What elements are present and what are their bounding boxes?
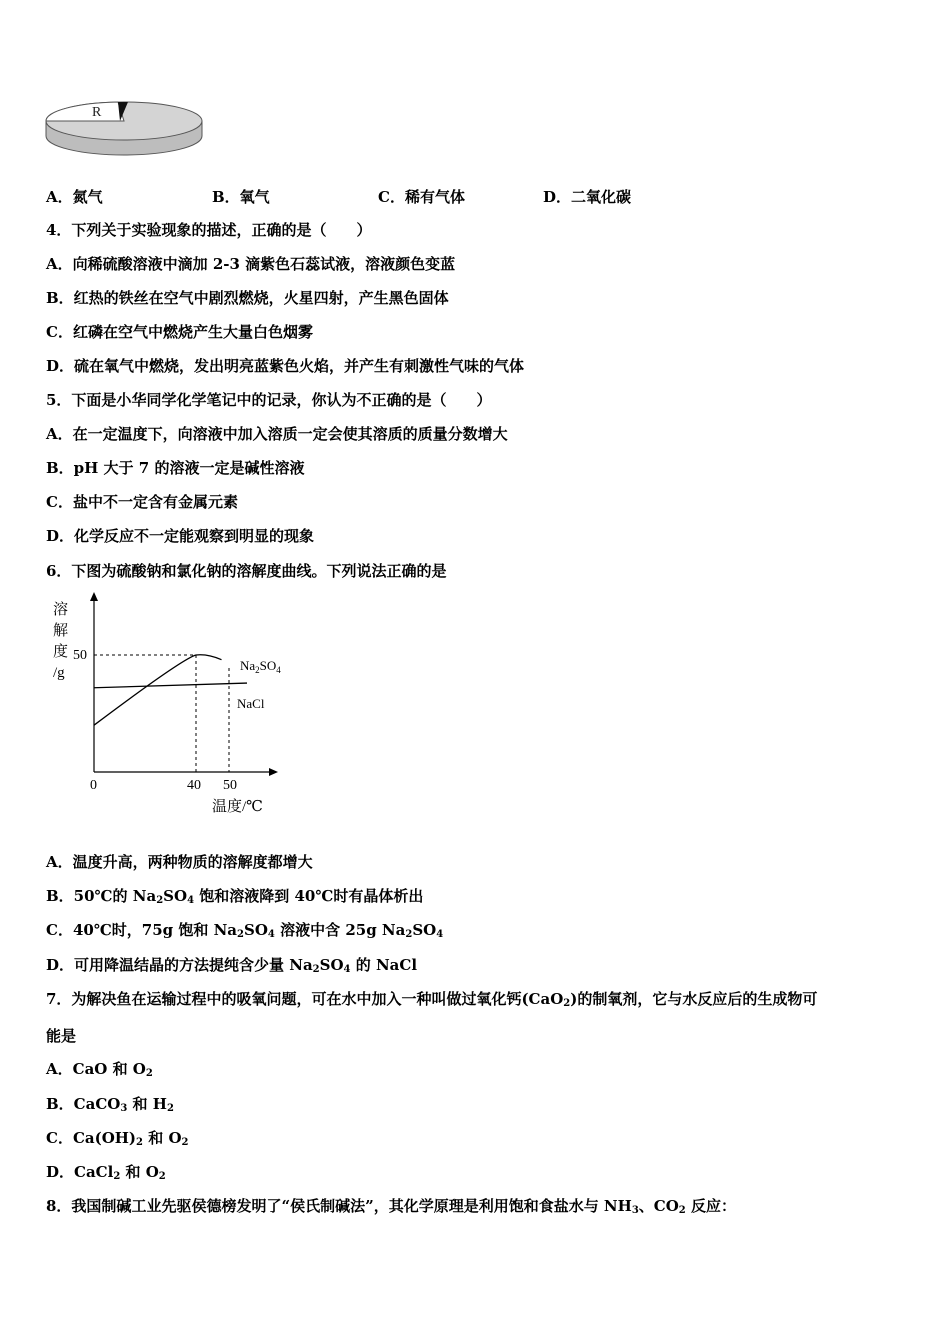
y-tick-50: 50 <box>73 648 87 663</box>
solubility-chart <box>40 588 320 824</box>
q3-option-b[interactable]: B．氧气 <box>212 188 270 206</box>
q6-stem: 6．下图为硫酸钠和氯化钠的溶解度曲线。下列说法正确的是 <box>46 562 447 580</box>
y-label-char-4: /g <box>53 665 65 681</box>
q4-option-d[interactable]: D．硫在氧气中燃烧，发出明亮蓝紫色火焰，并产生有刺激性气味的气体 <box>46 357 525 375</box>
q6-option-d[interactable]: D．可用降温结晶的方法提纯含少量 $Na_2SO_4$ 的 NaCl <box>46 956 418 975</box>
q3-option-a[interactable]: A．氮气 <box>46 188 103 206</box>
q7-option-d[interactable]: D．CaCl$_2$ 和 $O_2$ <box>46 1163 166 1182</box>
y-label-char-2: 解 <box>53 623 69 639</box>
q4-option-b[interactable]: B．红热的铁丝在空气中剧烈燃烧，火星四射，产生黑色固体 <box>46 289 449 307</box>
q4-option-a[interactable]: A．向稀硫酸溶液中滴加 2-3 滴紫色石蕊试液，溶液颜色变蓝 <box>46 255 456 273</box>
q4-stem: 4．下列关于实验现象的描述，正确的是（ ） <box>46 221 372 239</box>
y-label-char-3: 度 <box>53 644 69 660</box>
q3-option-c[interactable]: C．稀有气体 <box>378 188 465 206</box>
q5-option-c[interactable]: C．盐中不一定含有金属元素 <box>46 493 238 511</box>
x-axis-arrow <box>269 768 278 776</box>
nacl-curve <box>94 683 247 688</box>
x-tick-0: 0 <box>90 778 97 793</box>
q8-stem: 8．我国制碱工业先驱侯德榜发明了“侯氏制碱法”，其化学原理是利用饱和食盐水与 $NH_3$、$CO_2$ 反应： <box>46 1197 736 1216</box>
q5-option-d[interactable]: D．化学反应不一定能观察到明显的现象 <box>46 527 315 545</box>
x-axis-label: 温度/℃ <box>212 799 263 815</box>
q6-option-c[interactable]: C．40℃时，75g 饱和 $Na_2SO_4$ 溶液中含 25g $Na_2SO_4$ <box>46 921 444 940</box>
disc-figure <box>40 94 210 164</box>
q5-stem: 5．下面是小华同学化学笔记中的记录，你认为不正确的是（ ） <box>46 391 492 409</box>
x-tick-50: 50 <box>223 778 237 793</box>
disc-label-r: R <box>92 105 102 120</box>
na2so4-label: $Na_2SO_4$ <box>240 658 281 675</box>
q7-stem: 7．为解决鱼在运输过程中的吸氧问题，可在水中加入一种叫做过氧化钙(CaO$_2$)的制氧剂，它与水反应后的生成物可 <box>46 990 818 1009</box>
q6-option-b[interactable]: B．50℃的 $Na_2SO_4$ 饱和溶液降到 40℃时有晶体析出 <box>46 887 424 906</box>
x-tick-40: 40 <box>187 778 201 793</box>
q7-stem-line2: 能是 <box>46 1027 77 1045</box>
q5-option-a[interactable]: A．在一定温度下，向溶液中加入溶质一定会使其溶质的质量分数增大 <box>46 425 508 443</box>
q5-option-b[interactable]: B．pH 大于 7 的溶液一定是碱性溶液 <box>46 459 305 477</box>
q7-option-a[interactable]: A．CaO 和 $O_2$ <box>46 1060 153 1079</box>
q6-option-a[interactable]: A．温度升高，两种物质的溶解度都增大 <box>46 853 313 871</box>
q7-option-b[interactable]: B．CaCO$_3$ 和 $H_2$ <box>46 1095 174 1114</box>
q7-option-c[interactable]: C．$Ca(OH)_2$ 和 $O_2$ <box>46 1129 189 1148</box>
y-axis-arrow <box>90 592 98 601</box>
y-label-char-1: 溶 <box>53 602 69 618</box>
disc-white-sector <box>46 102 124 121</box>
nacl-label: NaCl <box>237 696 265 711</box>
q4-option-c[interactable]: C．红磷在空气中燃烧产生大量白色烟雾 <box>46 323 313 341</box>
q3-option-d[interactable]: D．二氧化碳 <box>543 188 632 206</box>
na2so4-curve <box>94 655 222 725</box>
